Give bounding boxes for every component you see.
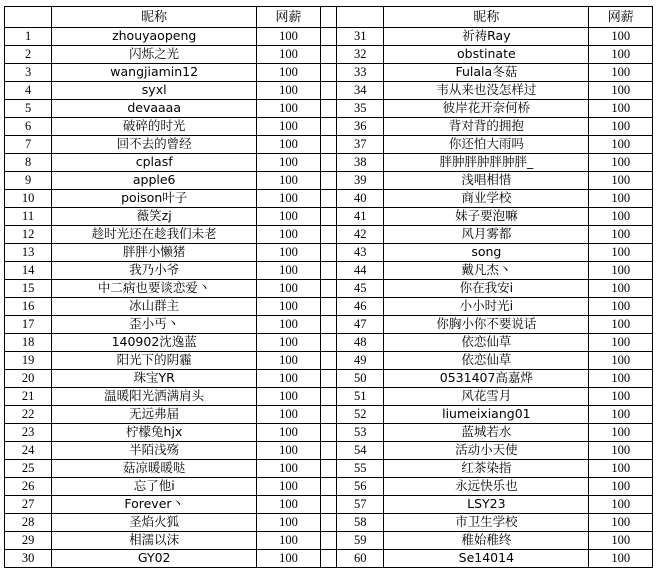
row-nickname-left: 圣焰火狐: [52, 514, 257, 532]
row-salary-right: 100: [589, 190, 653, 208]
row-index-right: 45: [337, 280, 384, 298]
row-nickname-right: 小小时光i: [384, 298, 589, 316]
row-index-right: 44: [337, 262, 384, 280]
header-salary-right: 网薪: [589, 7, 653, 28]
row-nickname-right: 活动小天使: [384, 442, 589, 460]
row-index-left: 26: [5, 478, 52, 496]
row-index-right: 55: [337, 460, 384, 478]
row-salary-left: 100: [257, 208, 321, 226]
row-salary-left: 100: [257, 172, 321, 190]
table-row: [5, 28, 653, 46]
table-row: [5, 532, 653, 550]
row-index-right: 36: [337, 118, 384, 136]
row-index-right: 41: [337, 208, 384, 226]
table-row: [5, 190, 653, 208]
row-salary-right: 100: [589, 442, 653, 460]
row-nickname-right: 妹子要泡嘛: [384, 208, 589, 226]
row-nickname-right: 你还怕大雨吗: [384, 136, 589, 154]
column-gap: [320, 352, 336, 370]
row-nickname-right: 胖肿胖肿胖肿胖_: [384, 154, 589, 172]
row-index-right: 60: [337, 550, 384, 568]
row-index-left: 9: [5, 172, 52, 190]
column-gap: [320, 424, 336, 442]
row-salary-right: 100: [589, 298, 653, 316]
column-gap: [320, 244, 336, 262]
row-nickname-left: syxl: [52, 82, 257, 100]
table-row: [5, 370, 653, 388]
column-gap: [320, 532, 336, 550]
table-row: [5, 298, 653, 316]
row-nickname-right: LSY23: [384, 496, 589, 514]
row-index-left: 11: [5, 208, 52, 226]
header-salary-left: 网薪: [257, 7, 321, 28]
row-salary-left: 100: [257, 118, 321, 136]
row-index-left: 7: [5, 136, 52, 154]
row-salary-right: 100: [589, 532, 653, 550]
column-gap: [320, 514, 336, 532]
table-body: [5, 28, 653, 568]
table-row: [5, 334, 653, 352]
row-index-left: 14: [5, 262, 52, 280]
row-salary-right: 100: [589, 550, 653, 568]
row-index-left: 1: [5, 28, 52, 46]
row-nickname-right: 彼岸花开奈何桥: [384, 100, 589, 118]
row-index-right: 43: [337, 244, 384, 262]
row-salary-left: 100: [257, 388, 321, 406]
row-salary-right: 100: [589, 352, 653, 370]
row-index-left: 13: [5, 244, 52, 262]
row-nickname-right: 红茶染指: [384, 460, 589, 478]
row-salary-right: 100: [589, 424, 653, 442]
row-nickname-right: 祈祷Ray: [384, 28, 589, 46]
row-nickname-right: 市卫生学校: [384, 514, 589, 532]
column-gap: [320, 172, 336, 190]
row-salary-left: 100: [257, 100, 321, 118]
row-salary-right: 100: [589, 172, 653, 190]
column-gap: [320, 82, 336, 100]
row-index-left: 4: [5, 82, 52, 100]
column-gap: [320, 100, 336, 118]
row-salary-left: 100: [257, 244, 321, 262]
row-salary-right: 100: [589, 226, 653, 244]
row-index-left: 3: [5, 64, 52, 82]
table-header-row: [5, 7, 653, 28]
row-index-left: 8: [5, 154, 52, 172]
row-index-right: 34: [337, 82, 384, 100]
column-gap: [320, 316, 336, 334]
table-row: [5, 208, 653, 226]
row-index-right: 42: [337, 226, 384, 244]
row-index-left: 27: [5, 496, 52, 514]
row-nickname-left: 中二病也要谈恋爱丶: [52, 280, 257, 298]
table-row: [5, 316, 653, 334]
row-index-right: 35: [337, 100, 384, 118]
table-row: [5, 172, 653, 190]
column-gap: [320, 190, 336, 208]
row-index-right: 46: [337, 298, 384, 316]
row-index-right: 58: [337, 514, 384, 532]
row-index-right: 49: [337, 352, 384, 370]
row-nickname-left: Forever丶: [52, 496, 257, 514]
row-index-right: 37: [337, 136, 384, 154]
row-nickname-right: 0531407高嘉烨: [384, 370, 589, 388]
row-index-right: 50: [337, 370, 384, 388]
row-nickname-left: 140902沈逸蓝: [52, 334, 257, 352]
column-gap: [320, 154, 336, 172]
row-index-right: 31: [337, 28, 384, 46]
row-salary-left: 100: [257, 370, 321, 388]
header-index-left: [5, 7, 52, 28]
row-nickname-right: 永远快乐也: [384, 478, 589, 496]
row-index-left: 22: [5, 406, 52, 424]
row-index-left: 29: [5, 532, 52, 550]
row-salary-right: 100: [589, 388, 653, 406]
table-row: [5, 100, 653, 118]
row-salary-right: 100: [589, 208, 653, 226]
table-row: [5, 478, 653, 496]
row-index-right: 52: [337, 406, 384, 424]
row-index-right: 56: [337, 478, 384, 496]
row-salary-left: 100: [257, 478, 321, 496]
row-index-right: 32: [337, 46, 384, 64]
row-index-left: 21: [5, 388, 52, 406]
column-gap: [320, 280, 336, 298]
row-salary-right: 100: [589, 334, 653, 352]
row-nickname-left: 相濡以沫: [52, 532, 257, 550]
row-nickname-left: devaaaa: [52, 100, 257, 118]
table-row: [5, 82, 653, 100]
row-nickname-right: song: [384, 244, 589, 262]
row-salary-left: 100: [257, 496, 321, 514]
column-gap: [320, 262, 336, 280]
row-nickname-left: 我乃小爷: [52, 262, 257, 280]
row-nickname-left: 菇凉暖暖哒: [52, 460, 257, 478]
table-row: [5, 136, 653, 154]
row-salary-right: 100: [589, 280, 653, 298]
column-gap: [320, 64, 336, 82]
table-row: [5, 226, 653, 244]
row-nickname-left: 温暖阳光洒满肩头: [52, 388, 257, 406]
row-index-left: 12: [5, 226, 52, 244]
header-nickname-right: 昵称: [384, 7, 589, 28]
row-salary-left: 100: [257, 280, 321, 298]
row-nickname-right: 商业学校: [384, 190, 589, 208]
row-salary-left: 100: [257, 460, 321, 478]
row-nickname-left: wangjiamin12: [52, 64, 257, 82]
table-row: [5, 262, 653, 280]
column-gap: [320, 370, 336, 388]
row-index-right: 48: [337, 334, 384, 352]
row-salary-left: 100: [257, 226, 321, 244]
row-nickname-left: 薇笑zj: [52, 208, 257, 226]
column-gap: [320, 46, 336, 64]
row-salary-right: 100: [589, 28, 653, 46]
row-nickname-left: 冰山群主: [52, 298, 257, 316]
row-nickname-left: 柠檬兔hjx: [52, 424, 257, 442]
row-salary-right: 100: [589, 406, 653, 424]
table-row: [5, 244, 653, 262]
column-gap: [320, 550, 336, 568]
row-index-left: 24: [5, 442, 52, 460]
row-index-right: 53: [337, 424, 384, 442]
table-row: [5, 154, 653, 172]
row-salary-right: 100: [589, 514, 653, 532]
column-gap: [320, 442, 336, 460]
row-salary-left: 100: [257, 298, 321, 316]
row-salary-left: 100: [257, 424, 321, 442]
row-index-left: 17: [5, 316, 52, 334]
row-salary-right: 100: [589, 244, 653, 262]
row-nickname-right: Fulala冬菇: [384, 64, 589, 82]
row-index-right: 54: [337, 442, 384, 460]
row-index-left: 6: [5, 118, 52, 136]
row-salary-left: 100: [257, 550, 321, 568]
row-index-right: 59: [337, 532, 384, 550]
column-gap: [320, 334, 336, 352]
row-salary-left: 100: [257, 442, 321, 460]
row-salary-left: 100: [257, 136, 321, 154]
row-salary-left: 100: [257, 334, 321, 352]
row-index-left: 16: [5, 298, 52, 316]
row-salary-left: 100: [257, 532, 321, 550]
header-nickname-left: 昵称: [52, 7, 257, 28]
row-nickname-left: GY02: [52, 550, 257, 568]
table-row: [5, 424, 653, 442]
row-salary-right: 100: [589, 154, 653, 172]
table-row: [5, 406, 653, 424]
row-salary-right: 100: [589, 478, 653, 496]
row-salary-right: 100: [589, 370, 653, 388]
row-salary-right: 100: [589, 262, 653, 280]
row-salary-right: 100: [589, 82, 653, 100]
row-nickname-left: 闪烁之光: [52, 46, 257, 64]
row-nickname-right: 韦从来也没怎样过: [384, 82, 589, 100]
table-row: [5, 442, 653, 460]
table-row: [5, 514, 653, 532]
table-row: [5, 64, 653, 82]
row-nickname-right: 风花雪月: [384, 388, 589, 406]
column-gap: [320, 388, 336, 406]
row-salary-left: 100: [257, 154, 321, 172]
row-index-right: 47: [337, 316, 384, 334]
row-nickname-right: 风月雾都: [384, 226, 589, 244]
row-index-left: 2: [5, 46, 52, 64]
row-salary-left: 100: [257, 406, 321, 424]
row-nickname-left: 忘了他i: [52, 478, 257, 496]
row-salary-right: 100: [589, 316, 653, 334]
row-salary-right: 100: [589, 118, 653, 136]
row-index-left: 28: [5, 514, 52, 532]
row-salary-right: 100: [589, 496, 653, 514]
column-gap: [320, 496, 336, 514]
row-nickname-right: 戴凡杰丶: [384, 262, 589, 280]
row-nickname-right: 背对背的拥抱: [384, 118, 589, 136]
row-nickname-left: 无远弗届: [52, 406, 257, 424]
row-index-right: 40: [337, 190, 384, 208]
table-row: [5, 46, 653, 64]
table-row: [5, 280, 653, 298]
row-nickname-left: 胖胖小懒猪: [52, 244, 257, 262]
column-gap: [320, 460, 336, 478]
row-salary-left: 100: [257, 316, 321, 334]
header-index-right: [337, 7, 384, 28]
row-index-left: 10: [5, 190, 52, 208]
row-nickname-right: obstinate: [384, 46, 589, 64]
table-row: [5, 352, 653, 370]
row-nickname-left: zhouyaopeng: [52, 28, 257, 46]
column-gap: [320, 208, 336, 226]
row-salary-left: 100: [257, 46, 321, 64]
row-nickname-left: 珠宝YR: [52, 370, 257, 388]
row-nickname-left: 阳光下的阴霾: [52, 352, 257, 370]
table-row: [5, 118, 653, 136]
column-gap: [320, 7, 336, 28]
row-salary-right: 100: [589, 136, 653, 154]
row-index-right: 33: [337, 64, 384, 82]
row-salary-left: 100: [257, 352, 321, 370]
column-gap: [320, 478, 336, 496]
row-index-left: 20: [5, 370, 52, 388]
row-nickname-left: 破碎的时光: [52, 118, 257, 136]
row-nickname-right: 稚始稚终: [384, 532, 589, 550]
row-nickname-left: 趁时光还在趁我们未老: [52, 226, 257, 244]
column-gap: [320, 298, 336, 316]
row-salary-right: 100: [589, 46, 653, 64]
row-nickname-right: 浅唱相惜: [384, 172, 589, 190]
row-salary-right: 100: [589, 64, 653, 82]
table-row: [5, 550, 653, 568]
row-nickname-left: apple6: [52, 172, 257, 190]
row-index-left: 23: [5, 424, 52, 442]
row-index-right: 57: [337, 496, 384, 514]
table-row: [5, 496, 653, 514]
column-gap: [320, 226, 336, 244]
row-index-left: 25: [5, 460, 52, 478]
row-salary-left: 100: [257, 28, 321, 46]
row-nickname-right: Se14014: [384, 550, 589, 568]
row-salary-right: 100: [589, 460, 653, 478]
row-salary-left: 100: [257, 262, 321, 280]
row-salary-left: 100: [257, 190, 321, 208]
row-nickname-left: 回不去的曾经: [52, 136, 257, 154]
row-index-left: 18: [5, 334, 52, 352]
row-index-right: 51: [337, 388, 384, 406]
table-row: [5, 388, 653, 406]
row-index-right: 38: [337, 154, 384, 172]
row-index-left: 19: [5, 352, 52, 370]
row-index-left: 5: [5, 100, 52, 118]
row-nickname-right: 蓝城若水: [384, 424, 589, 442]
row-index-left: 30: [5, 550, 52, 568]
column-gap: [320, 118, 336, 136]
row-nickname-right: 依恋仙草: [384, 334, 589, 352]
row-nickname-right: liumeixiang01: [384, 406, 589, 424]
row-salary-right: 100: [589, 100, 653, 118]
row-nickname-left: 半陌浅殇: [52, 442, 257, 460]
row-nickname-left: poison叶子: [52, 190, 257, 208]
row-salary-left: 100: [257, 64, 321, 82]
row-nickname-right: 你胸小你不要说话: [384, 316, 589, 334]
column-gap: [320, 28, 336, 46]
row-index-left: 15: [5, 280, 52, 298]
nickname-salary-table: [4, 6, 653, 568]
row-nickname-right: 你在我安i: [384, 280, 589, 298]
row-nickname-right: 依恋仙草: [384, 352, 589, 370]
row-nickname-left: cplasf: [52, 154, 257, 172]
column-gap: [320, 406, 336, 424]
table-row: [5, 460, 653, 478]
row-index-right: 39: [337, 172, 384, 190]
row-nickname-left: 歪小丐丶: [52, 316, 257, 334]
column-gap: [320, 136, 336, 154]
row-salary-left: 100: [257, 82, 321, 100]
row-salary-left: 100: [257, 514, 321, 532]
